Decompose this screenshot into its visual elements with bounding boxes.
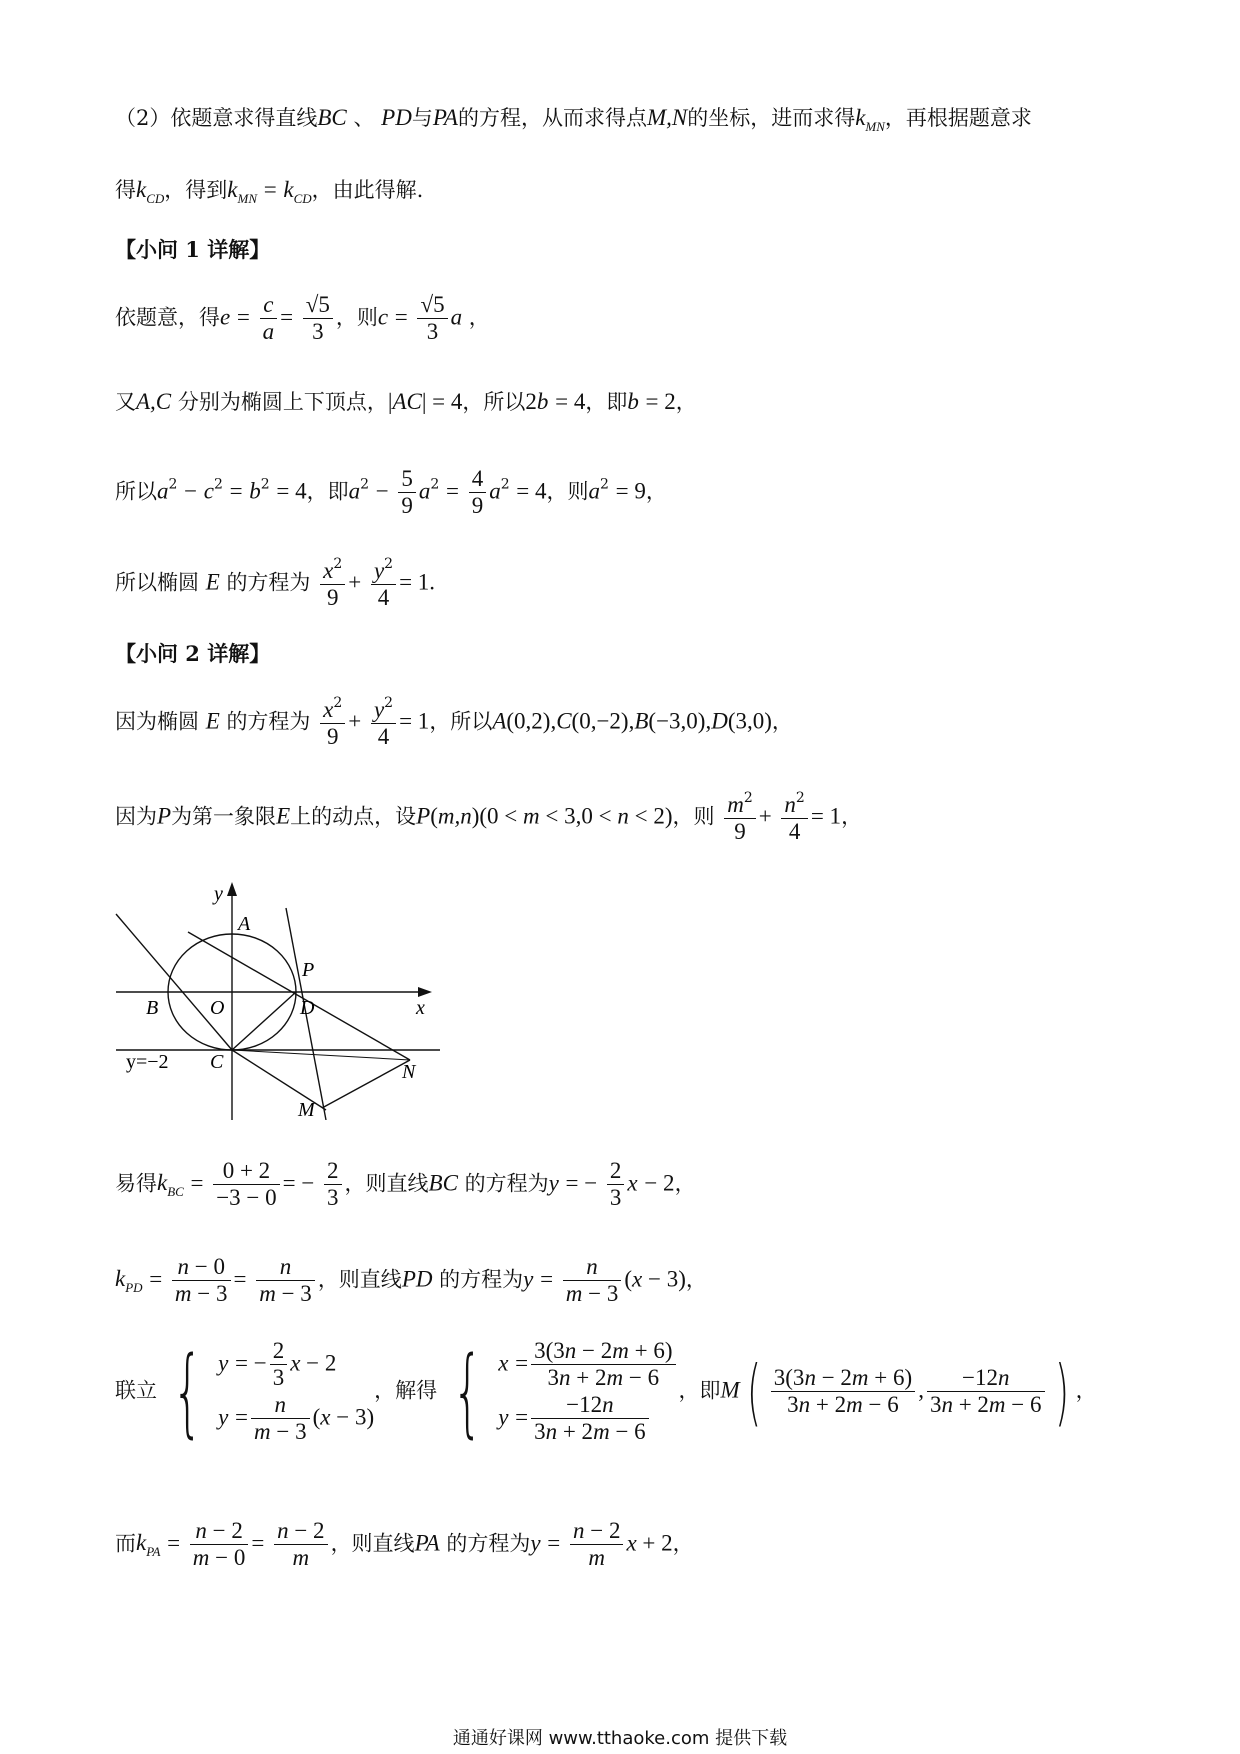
section-heading-2: 【小问 2 详解】 <box>115 641 271 666</box>
label-m: M <box>298 1099 315 1120</box>
line-pa <box>188 932 410 1060</box>
text-line-3: 依题意，得e = $\frac{c}{a}$ = $\frac{√5}{3}$ ，则c = $\frac{√5}{3}$ a ， <box>115 292 490 345</box>
label-c: C <box>210 1051 224 1073</box>
line-cd <box>232 992 296 1050</box>
text-line-7: 因为椭圆 E 的方程为 $\frac{x^2}{9}$ + $\frac{y^2}{4}$ = 1，所以A(0,2),C(0,−2),B(−3,0),D(3,0)， <box>115 695 793 750</box>
footer-text: 通通好课网 www.tthaoke.com 提供下载 <box>452 1728 788 1749</box>
text-line-4: 又A,C 分别为椭圆上下顶点，|AC| = 4，所以2b = 4，即b = 2， <box>115 389 697 414</box>
label-d: D <box>300 997 315 1019</box>
label-b: B <box>146 997 159 1019</box>
text-line-9: 易得$k_{BC}$ = $\frac{0 + 2}{-3 - 0}$ = − $\frac{2}{3}$ ，则直线BC 的方程为y = − $\frac{2}{3}$ x − 2， <box>115 1158 696 1211</box>
text-line-2: 得$k_{CD}$，得到$k_{MN} = k_{CD}$，由此得解. <box>115 177 424 206</box>
label-line: y=−2 <box>126 1051 169 1073</box>
text-line-5: 所以$a^2 - c^2 = b^2 = 4$，即$a^2$ − $\frac{5}{9}$ $a^2$ = $\frac{4}{9}$ $a^2 = 4$，则$a^2 = 9$， <box>115 466 667 519</box>
label-x: x <box>416 997 425 1019</box>
x-axis-arrow <box>418 987 432 997</box>
label-o: O <box>210 997 225 1019</box>
text-line-6: 所以椭圆 E 的方程为 $\frac{x^2}{9}$ + $\frac{y^2}{4}$ = 1. <box>115 556 436 611</box>
text-line-1: （2）依题意求得直线BC 、 PD与PA的方程，从而求得点M,N的坐标，进而求得$k_{MN}$，再根据题意求 <box>115 105 1032 134</box>
line-bc <box>116 914 232 1050</box>
label-n: N <box>402 1061 416 1083</box>
ellipse-figure <box>110 880 450 1120</box>
text-line-10: $k_{PD}$ = $\frac{n - 0}{m - 3}$ = $\frac{n}{m - 3}$ ，则直线PD 的方程为y = $\frac{n}{m - 3}$ (x − 3)， <box>115 1254 707 1307</box>
line-mn <box>322 1060 410 1108</box>
text-line-11: 联立 { y = − $\frac{2}{3}$ x − 2 y = $\frac{n}{m - 3}$ (x − 3) ，解得 { x = $\frac{3(3n - 2m + 6)}{3n + 2m - 6}$ y = $\frac{-12n}{3n + 2m - 6}$ ，即M( $\frac{3(3n - 2m + 6)}{3n + 2m - 6}$ , $\frac{-12n}{3n + 2m - 6}$ ) ， <box>115 1335 1097 1448</box>
label-p: P <box>302 959 315 981</box>
line-cn <box>232 1050 410 1060</box>
label-y: y <box>214 883 223 905</box>
text-line-12: 而$k_{PA}$ = $\frac{n - 2}{m - 0}$ = $\frac{n - 2}{m}$ ，则直线PA 的方程为y = $\frac{n - 2}{m}$ x + 2， <box>115 1518 694 1571</box>
text-line-8: 因为P为第一象限E上的动点，设P(m,n)(0 < m < 3,0 < n < 2)，则 $\frac{m^2}{9}$ + $\frac{n^2}{4}$ = 1， <box>115 790 863 845</box>
label-a: A <box>238 913 251 935</box>
y-axis-arrow <box>227 882 237 896</box>
section-heading-1: 【小问 1 详解】 <box>115 237 271 262</box>
